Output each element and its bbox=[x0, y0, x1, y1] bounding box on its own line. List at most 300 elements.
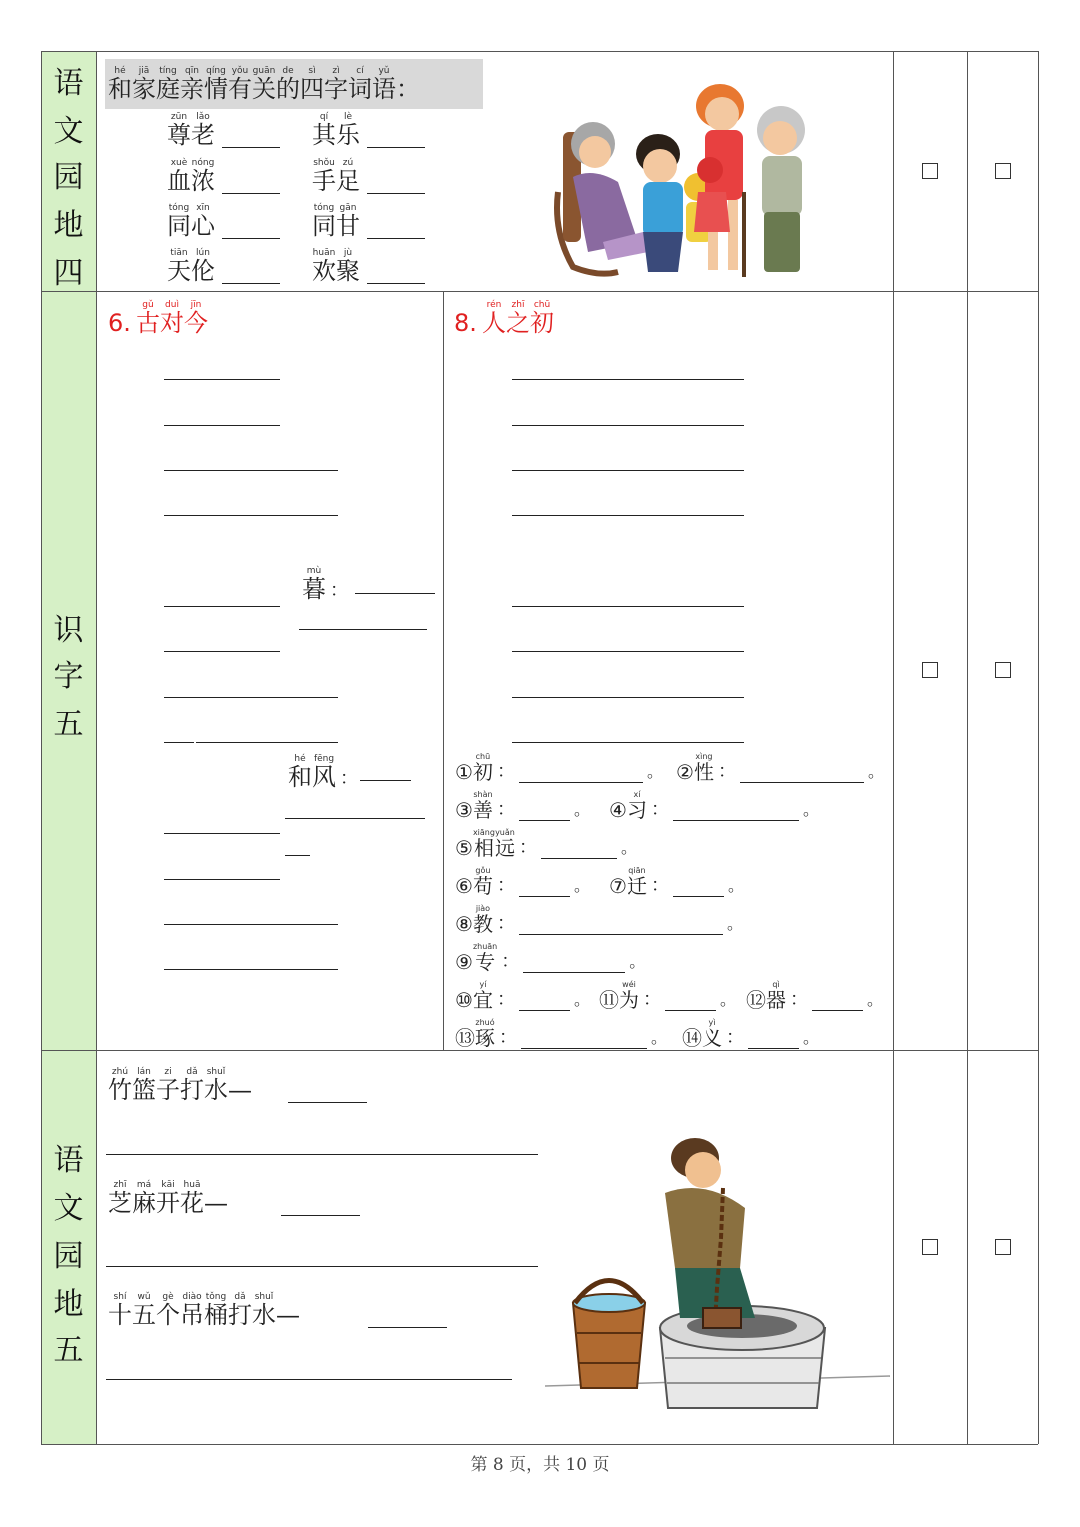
hanzi: 子 bbox=[156, 1076, 180, 1104]
hanzi: 初 bbox=[530, 309, 554, 337]
hanzi: 和 bbox=[108, 75, 132, 103]
checkbox-s3-b[interactable] bbox=[995, 1239, 1011, 1255]
pinyin: xīn bbox=[196, 203, 210, 213]
hanzi: 有 bbox=[228, 75, 252, 103]
note-blank[interactable] bbox=[519, 990, 570, 1011]
idiom-blank[interactable] bbox=[222, 193, 280, 194]
hanzi: 相 bbox=[473, 836, 494, 860]
hanzi: 尊 bbox=[167, 121, 191, 149]
pinyin: zú bbox=[342, 158, 354, 168]
pinyin-character bbox=[302, 566, 326, 602]
hanzi: 个 bbox=[156, 1301, 180, 1329]
note-number: ⑫ bbox=[746, 988, 766, 1012]
pinyin-character bbox=[627, 866, 647, 897]
hanzi: 花 bbox=[180, 1189, 204, 1217]
pinyin-character bbox=[530, 300, 554, 336]
pinyin-character bbox=[184, 300, 208, 336]
hanzi: 暮 bbox=[302, 575, 326, 603]
hanzi: 水 bbox=[252, 1301, 276, 1329]
hanzi: 习 bbox=[626, 798, 647, 822]
label-char: 五 bbox=[53, 707, 84, 742]
note-number: ⑩ bbox=[455, 988, 473, 1012]
label-char: 五 bbox=[53, 1333, 84, 1368]
pinyin-character bbox=[132, 1067, 156, 1103]
note-number: ⑪ bbox=[599, 988, 619, 1012]
hanzi: 对 bbox=[160, 309, 184, 337]
colon: ： bbox=[330, 580, 348, 601]
riddle-answer-line[interactable] bbox=[106, 1379, 512, 1380]
pinyin: mù bbox=[306, 566, 322, 576]
pinyin-character bbox=[495, 828, 515, 859]
hanzi: 十 bbox=[108, 1301, 132, 1329]
answer-line[interactable] bbox=[164, 515, 338, 516]
idiom-item bbox=[312, 112, 360, 148]
hanzi: 教 bbox=[472, 912, 493, 936]
hanzi: 宜 bbox=[472, 988, 493, 1012]
note-blank[interactable] bbox=[673, 800, 799, 821]
idiom-blank[interactable] bbox=[222, 238, 280, 239]
note-blank[interactable] bbox=[665, 990, 716, 1011]
pinyin: lán bbox=[137, 1067, 151, 1077]
hanzi: 和 bbox=[288, 763, 312, 791]
checkbox-s1-b[interactable] bbox=[995, 163, 1011, 179]
colon: ： bbox=[496, 989, 515, 1010]
pinyin-character bbox=[204, 1180, 228, 1216]
idiom-blank[interactable] bbox=[367, 238, 425, 239]
note-item bbox=[455, 828, 641, 859]
hanzi: 亲 bbox=[180, 75, 204, 103]
colon: ： bbox=[650, 875, 669, 896]
note-number: ① bbox=[455, 760, 473, 784]
note-number: ⑨ bbox=[455, 950, 473, 974]
pinyin: yǔ bbox=[378, 66, 390, 76]
idiom-item bbox=[167, 158, 215, 194]
answer-line[interactable] bbox=[285, 855, 310, 856]
note-blank[interactable] bbox=[519, 876, 570, 897]
note-item bbox=[455, 790, 594, 821]
pinyin-character bbox=[348, 66, 372, 102]
pinyin: tóng bbox=[313, 203, 335, 213]
colon: ： bbox=[496, 761, 515, 782]
hanzi: 情 bbox=[204, 75, 228, 103]
grid-right bbox=[1038, 51, 1039, 1444]
hanzi: — bbox=[204, 1189, 228, 1217]
hanzi: — bbox=[228, 1076, 252, 1104]
hanzi: 器 bbox=[766, 988, 786, 1012]
pinyin: zhuó bbox=[475, 1018, 495, 1027]
note-item bbox=[682, 1018, 823, 1049]
answer-line[interactable] bbox=[164, 425, 280, 426]
pinyin-character bbox=[627, 790, 647, 821]
idiom-blank[interactable] bbox=[367, 283, 425, 284]
period: 。 bbox=[720, 990, 737, 1009]
note-blank[interactable] bbox=[740, 762, 864, 783]
pinyin-character bbox=[228, 1067, 252, 1103]
pinyin-character bbox=[473, 828, 495, 859]
hanzi: 庭 bbox=[156, 75, 180, 103]
riddle-answer-line[interactable] bbox=[281, 1215, 360, 1216]
colon: ： bbox=[518, 837, 537, 858]
ren-zhi-chu-title bbox=[454, 300, 554, 336]
pinyin: huā bbox=[183, 1180, 201, 1190]
note-blank[interactable] bbox=[748, 1028, 799, 1049]
gu-dui-jin-title bbox=[108, 300, 208, 336]
pinyin-character bbox=[180, 66, 204, 102]
colon: ： bbox=[499, 1027, 517, 1048]
period: 。 bbox=[802, 800, 819, 819]
pinyin-character bbox=[191, 158, 215, 194]
hanzi: 善 bbox=[472, 798, 493, 822]
pinyin: jiào bbox=[475, 904, 491, 913]
idiom-item bbox=[167, 112, 215, 148]
pinyin-character bbox=[156, 66, 180, 102]
pinyin: qíng bbox=[206, 66, 226, 76]
note-item bbox=[455, 942, 649, 973]
note-number: ④ bbox=[609, 798, 627, 822]
pinyin-character bbox=[204, 1067, 228, 1103]
grid-row1 bbox=[41, 291, 1038, 292]
riddle-item bbox=[108, 1067, 252, 1103]
hanzi: 初 bbox=[472, 760, 493, 784]
riddle-answer-line[interactable] bbox=[106, 1266, 538, 1267]
answer-line[interactable] bbox=[164, 606, 280, 607]
pinyin: yuǎn bbox=[495, 828, 515, 837]
idiom-item bbox=[312, 203, 360, 239]
hanzi: 开 bbox=[156, 1189, 180, 1217]
hanzi: 天 bbox=[167, 257, 191, 285]
hanzi: 词 bbox=[348, 75, 372, 103]
pinyin-character bbox=[372, 66, 396, 102]
answer-line[interactable] bbox=[164, 879, 280, 880]
checkbox-s1-a[interactable] bbox=[922, 163, 938, 179]
pinyin-character bbox=[473, 790, 493, 821]
label-char: 语 bbox=[53, 66, 84, 101]
pinyin-character bbox=[191, 112, 215, 148]
section3-label bbox=[41, 1051, 96, 1444]
period: 。 bbox=[573, 990, 590, 1009]
pinyin: gǔ bbox=[142, 300, 154, 310]
answer-line[interactable] bbox=[164, 379, 280, 380]
pinyin: wǔ bbox=[137, 1292, 151, 1302]
hanzi: 家 bbox=[132, 75, 156, 103]
hanzi: 血 bbox=[167, 167, 191, 195]
pinyin-character bbox=[108, 1067, 132, 1103]
pinyin: sì bbox=[308, 66, 316, 76]
pinyin: jīn bbox=[190, 300, 202, 310]
riddle-item bbox=[108, 1292, 300, 1328]
page-footer: 第 8 页，共 10 页 bbox=[470, 1455, 610, 1475]
pinyin-character bbox=[108, 1292, 132, 1328]
pinyin-character bbox=[312, 248, 336, 284]
pinyin: cí bbox=[356, 66, 364, 76]
hanzi: 迁 bbox=[626, 874, 647, 898]
label-char: 字 bbox=[53, 659, 84, 694]
pinyin-character bbox=[619, 980, 639, 1011]
idiom-blank[interactable] bbox=[222, 283, 280, 284]
pinyin: hé bbox=[294, 754, 306, 764]
note-number: ⑬ bbox=[455, 1026, 475, 1050]
riddle-answer-line[interactable] bbox=[288, 1102, 367, 1103]
pinyin: yí bbox=[479, 980, 487, 989]
pinyin-character bbox=[702, 1018, 722, 1049]
pinyin-character bbox=[336, 112, 360, 148]
answer-line[interactable] bbox=[512, 379, 744, 380]
hanzi: 远 bbox=[494, 836, 515, 860]
note-number: ⑧ bbox=[455, 912, 473, 936]
note-blank[interactable] bbox=[519, 800, 570, 821]
grid-s2-divider bbox=[443, 291, 444, 1050]
hanzi: — bbox=[276, 1301, 300, 1329]
idiom-item bbox=[167, 248, 215, 284]
note-item bbox=[676, 752, 888, 783]
pinyin-character bbox=[482, 300, 506, 336]
idiom-item bbox=[167, 203, 215, 239]
pinyin-character bbox=[156, 1180, 180, 1216]
pinyin-character bbox=[336, 203, 360, 239]
pinyin: zhī bbox=[511, 300, 525, 310]
hanzi: 乐 bbox=[336, 121, 360, 149]
pinyin-character bbox=[167, 112, 191, 148]
checkbox-s3-a[interactable] bbox=[922, 1239, 938, 1255]
pinyin-character bbox=[312, 754, 336, 790]
pinyin: de bbox=[282, 66, 294, 76]
pinyin-character bbox=[132, 1180, 156, 1216]
hanzi: 风 bbox=[312, 763, 336, 791]
period: 。 bbox=[651, 1028, 668, 1047]
grid-check1-right bbox=[967, 51, 968, 1444]
pinyin: lè bbox=[343, 112, 353, 122]
note-blank[interactable] bbox=[519, 762, 643, 783]
answer-line[interactable] bbox=[512, 651, 744, 652]
pinyin: má bbox=[136, 1180, 152, 1190]
pinyin: guān bbox=[252, 66, 276, 76]
riddle-answer-line[interactable] bbox=[106, 1154, 538, 1155]
pinyin-character bbox=[252, 1292, 276, 1328]
pinyin: gān bbox=[339, 203, 357, 213]
hanzi: 聚 bbox=[336, 257, 360, 285]
pinyin: kāi bbox=[161, 1180, 175, 1190]
hanzi: 打 bbox=[180, 1076, 204, 1104]
answer-line[interactable] bbox=[164, 470, 338, 471]
pinyin-character bbox=[136, 300, 160, 336]
pinyin: shǒu bbox=[313, 158, 335, 168]
grid-label-right bbox=[96, 51, 97, 1444]
note-number: ⑦ bbox=[609, 874, 627, 898]
section1-label bbox=[41, 52, 96, 291]
note-item bbox=[599, 980, 740, 1011]
idiom-blank[interactable] bbox=[367, 147, 425, 148]
pinyin: tǒng bbox=[205, 1292, 227, 1302]
pinyin: duì bbox=[165, 300, 179, 310]
note-item bbox=[455, 1018, 671, 1049]
note-blank[interactable] bbox=[519, 914, 723, 935]
answer-line[interactable] bbox=[299, 629, 427, 630]
hanzi: 麻 bbox=[132, 1189, 156, 1217]
pinyin: rén bbox=[486, 300, 502, 310]
note-blank[interactable] bbox=[523, 952, 625, 973]
hanzi: 桶 bbox=[204, 1301, 228, 1329]
pinyin: zhuān bbox=[472, 942, 498, 951]
pinyin: hé bbox=[114, 66, 126, 76]
label-char: 四 bbox=[53, 256, 84, 291]
answer-line[interactable] bbox=[164, 924, 338, 925]
hanzi: 同 bbox=[167, 212, 191, 240]
pinyin-character bbox=[473, 980, 493, 1011]
pinyin-character bbox=[473, 942, 497, 973]
pinyin: shí bbox=[113, 1292, 127, 1302]
pinyin-character bbox=[228, 66, 252, 102]
hanzi: 竹 bbox=[108, 1076, 132, 1104]
pinyin: xuè bbox=[170, 158, 188, 168]
label-char: 园 bbox=[53, 160, 84, 195]
grid-bottom bbox=[41, 1444, 1038, 1445]
answer-line[interactable] bbox=[196, 742, 338, 743]
checkbox-s2-a[interactable] bbox=[922, 662, 938, 678]
hanzi: 伦 bbox=[191, 257, 215, 285]
hanzi: 的 bbox=[276, 75, 300, 103]
pinyin-character bbox=[312, 158, 336, 194]
pinyin-character bbox=[300, 66, 324, 102]
pinyin-character bbox=[180, 1292, 204, 1328]
period: 。 bbox=[646, 762, 663, 781]
answer-line[interactable] bbox=[164, 969, 338, 970]
pinyin-character bbox=[132, 1292, 156, 1328]
grid-content-right bbox=[893, 51, 894, 1444]
pinyin-character bbox=[160, 300, 184, 336]
idiom-blank[interactable] bbox=[222, 147, 280, 148]
pinyin: tíng bbox=[159, 66, 177, 76]
note-blank[interactable] bbox=[521, 1028, 647, 1049]
hanzi: 五 bbox=[132, 1301, 156, 1329]
period: 。 bbox=[629, 952, 646, 971]
answer-line[interactable] bbox=[285, 818, 425, 819]
pinyin-character bbox=[167, 158, 191, 194]
pinyin-character bbox=[324, 66, 348, 102]
idiom-blank[interactable] bbox=[367, 193, 425, 194]
label-char: 语 bbox=[53, 1143, 84, 1178]
pinyin-character bbox=[396, 66, 420, 102]
hanzi: 篮 bbox=[132, 1076, 156, 1104]
colon: ： bbox=[726, 1027, 744, 1048]
pinyin: gè bbox=[162, 1292, 174, 1302]
hanzi: 人 bbox=[482, 309, 506, 337]
period: 。 bbox=[727, 876, 744, 895]
colon: ： bbox=[717, 761, 736, 782]
note-number: ③ bbox=[455, 798, 473, 822]
answer-line[interactable] bbox=[512, 606, 744, 607]
pinyin-character bbox=[473, 904, 493, 935]
answer-line[interactable] bbox=[512, 470, 744, 471]
mu-word bbox=[302, 566, 352, 602]
pinyin-character bbox=[288, 754, 312, 790]
pinyin-character bbox=[276, 1292, 300, 1328]
hanzi: 手 bbox=[312, 167, 336, 195]
period: 。 bbox=[620, 838, 637, 857]
note-item bbox=[609, 866, 748, 897]
idiom-item bbox=[312, 158, 360, 194]
answer-line[interactable] bbox=[355, 593, 435, 594]
grid-row2 bbox=[41, 1050, 1038, 1051]
pinyin: xí bbox=[633, 790, 641, 799]
note-item bbox=[455, 980, 594, 1011]
colon: ： bbox=[340, 768, 358, 789]
period: 。 bbox=[867, 990, 884, 1009]
answer-line[interactable] bbox=[164, 833, 280, 834]
hanzi: 其 bbox=[312, 121, 336, 149]
note-blank[interactable] bbox=[541, 838, 617, 859]
pinyin: huān bbox=[312, 248, 336, 258]
pinyin: fēng bbox=[313, 754, 335, 764]
note-blank[interactable] bbox=[812, 990, 863, 1011]
pinyin: zi bbox=[164, 1067, 172, 1077]
pinyin: zūn bbox=[170, 112, 188, 122]
note-item bbox=[455, 904, 747, 935]
pinyin: zhú bbox=[111, 1067, 129, 1077]
answer-line[interactable] bbox=[512, 515, 744, 516]
pinyin: qiān bbox=[628, 866, 646, 875]
riddle-answer-line[interactable] bbox=[368, 1327, 447, 1328]
pinyin-character bbox=[204, 1292, 228, 1328]
family-illustration bbox=[548, 82, 830, 286]
lesson-number: 6. bbox=[108, 309, 131, 337]
riddle-item bbox=[108, 1180, 228, 1216]
hanzi: 水 bbox=[204, 1076, 228, 1104]
pinyin-character bbox=[180, 1180, 204, 1216]
hanzi: 甘 bbox=[336, 212, 360, 240]
colon: ： bbox=[496, 799, 515, 820]
label-char: 园 bbox=[53, 1239, 84, 1274]
idiom-item bbox=[312, 248, 360, 284]
pinyin-character bbox=[336, 248, 360, 284]
hanzi: 专 bbox=[475, 950, 496, 974]
hanzi: 关 bbox=[252, 75, 276, 103]
hanzi: 足 bbox=[336, 167, 360, 195]
note-item bbox=[609, 790, 823, 821]
pinyin: lún bbox=[196, 248, 210, 258]
note-blank[interactable] bbox=[673, 876, 724, 897]
pinyin: shàn bbox=[473, 790, 493, 799]
family-idioms-prompt bbox=[108, 66, 420, 102]
pinyin-character bbox=[694, 752, 714, 783]
pinyin-character bbox=[276, 66, 300, 102]
answer-line[interactable] bbox=[164, 651, 280, 652]
pinyin: diào bbox=[182, 1292, 202, 1302]
answer-line[interactable] bbox=[512, 742, 744, 743]
pinyin: yì bbox=[708, 1018, 716, 1027]
pinyin: dǎ bbox=[186, 1067, 198, 1077]
pinyin: jiā bbox=[138, 66, 150, 76]
answer-line[interactable] bbox=[360, 780, 411, 781]
colon: ： bbox=[496, 875, 515, 896]
pinyin-character bbox=[228, 1292, 252, 1328]
checkbox-s2-b[interactable] bbox=[995, 662, 1011, 678]
hanzi: 同 bbox=[312, 212, 336, 240]
answer-line[interactable] bbox=[164, 742, 194, 743]
period: 。 bbox=[867, 762, 884, 781]
answer-line[interactable] bbox=[512, 697, 744, 698]
answer-line[interactable] bbox=[512, 425, 744, 426]
pinyin: qì bbox=[772, 980, 780, 989]
hanzi: 吊 bbox=[180, 1301, 204, 1329]
note-number: ⑤ bbox=[455, 836, 473, 860]
pinyin: xiāng bbox=[472, 828, 495, 837]
pinyin: nóng bbox=[191, 158, 215, 168]
period: 。 bbox=[803, 1028, 820, 1047]
hanzi: 心 bbox=[191, 212, 215, 240]
answer-line[interactable] bbox=[164, 697, 338, 698]
well-illustration bbox=[545, 1118, 890, 1418]
pinyin: tiān bbox=[170, 248, 188, 258]
